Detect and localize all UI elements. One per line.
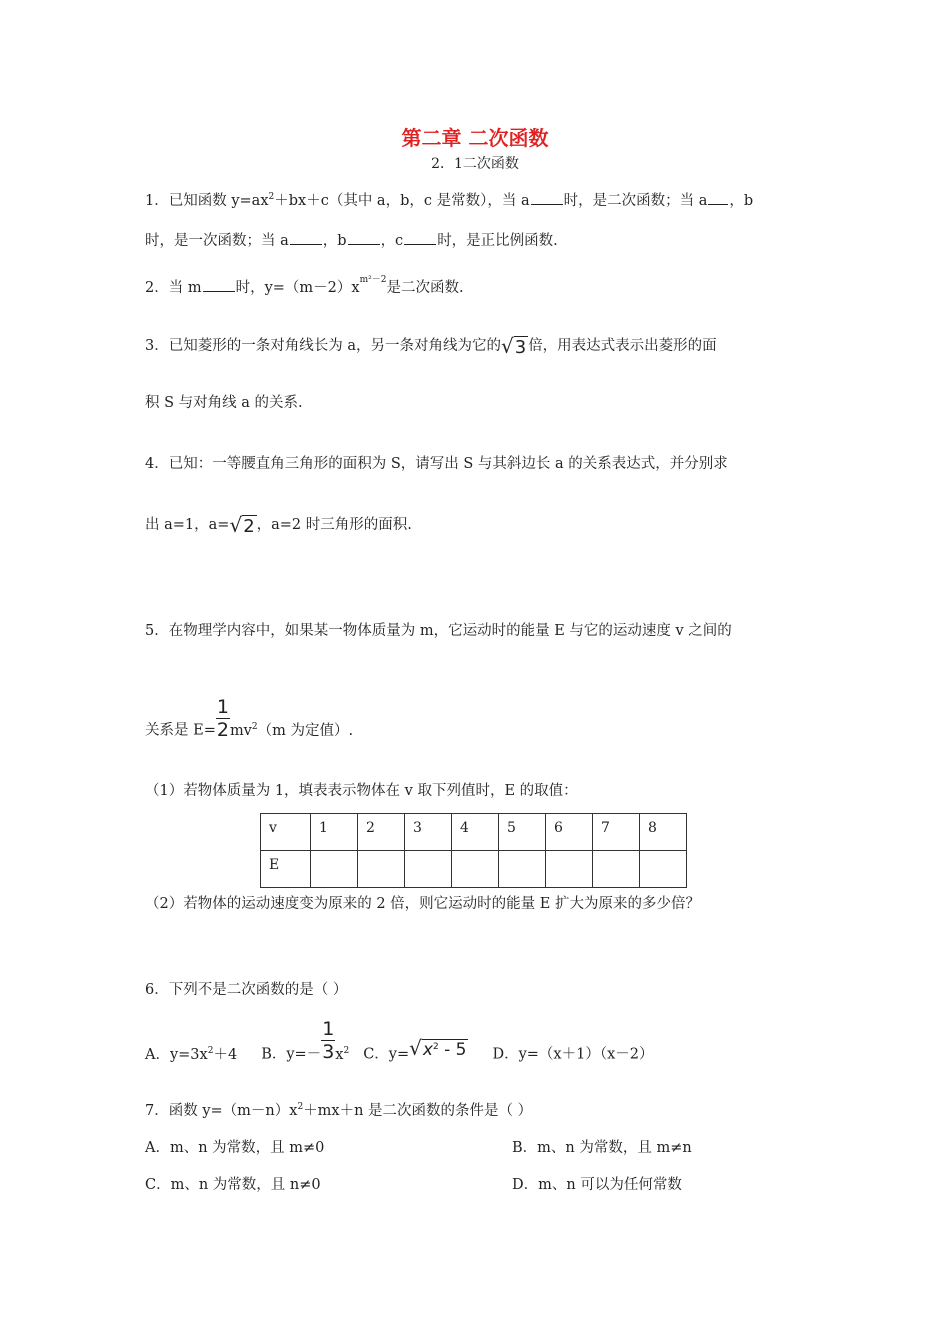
question-5-line-1: 5．在物理学内容中，如果某一物体质量为 m，它运动时的能量 E 与它的运动速度 v 之间的 <box>145 623 732 639</box>
table-cell: 3 <box>405 814 452 851</box>
table-cell <box>499 851 546 888</box>
table-cell <box>311 851 358 888</box>
sqrt-expression: √2 <box>229 513 255 537</box>
fraction-one-third: $\frac{1}{3}$ <box>322 1018 335 1063</box>
table-cell <box>358 851 405 888</box>
blank <box>531 189 563 205</box>
question-5-part-2: （2）若物体的运动速度变为原来的 2 倍，则它运动时的能量 E 扩大为原来的多少倍？ <box>145 896 700 912</box>
table-cell: 5 <box>499 814 546 851</box>
blank <box>404 229 436 245</box>
question-6-stem: 6．下列不是二次函数的是（ ） <box>145 982 348 998</box>
blank <box>708 189 728 205</box>
table-cell: v <box>261 814 311 851</box>
option-d: D．m、n 可以为任何常数 <box>512 1177 682 1193</box>
table-cell <box>593 851 640 888</box>
question-5-line-2: 关系是 E= $\frac{1}{2}$ $mv^2(m$ 为定值）. <box>145 696 354 741</box>
question-4-line-1: 4．已知：一等腰直角三角形的面积为 S，请写出 S 与其斜边长 a 的关系表达式，并分别求 <box>145 456 728 472</box>
v-e-table <box>260 813 687 888</box>
table-cell <box>452 851 499 888</box>
question-3-line-1: 3．已知菱形的一条对角线长为 a，另一条对角线为它的√3 倍，用表达式表示出菱形的面 <box>145 334 717 358</box>
table-cell <box>640 851 687 888</box>
table-cell: 7 <box>593 814 640 851</box>
table-cell: 8 <box>640 814 687 851</box>
blank <box>203 276 235 292</box>
question-3-line-2: 积 S 与对角线 a 的关系. <box>145 395 303 411</box>
option-d: D．y=（x＋1）（x－2） <box>492 1046 654 1063</box>
question-7-stem: 7．函数 $y=(m-n)x^2+mx+n$ 是二次函数的条件是（ ） <box>145 1102 533 1119</box>
table-cell <box>546 851 593 888</box>
section-subtitle: 2．1二次函数 <box>431 156 519 172</box>
table-cell: 6 <box>546 814 593 851</box>
question-2: 2．当 m 时，$y=(m-2)x^{m^2-2}$是二次函数. <box>145 275 464 296</box>
option-a: A．$y=3x^2+4$ <box>145 1045 238 1063</box>
chapter-title: 第二章 二次函数 <box>401 126 549 150</box>
blank <box>348 229 380 245</box>
table-row <box>261 814 687 851</box>
table-row <box>261 851 687 888</box>
fraction-one-half: $\frac{1}{2}$ <box>216 696 229 741</box>
table-cell: 2 <box>358 814 405 851</box>
blank <box>290 229 322 245</box>
question-1-line-1: 1．已知函数 $y=ax^2+bx+c$（其中 a，b，c 是常数），当 a 时，是二次函数；当 a ，b <box>145 189 753 211</box>
sqrt-expression: $√x^2 - 5$ <box>409 1035 467 1060</box>
sqrt-expression: √3 <box>500 334 527 358</box>
question-1-line-2: 时，是一次函数；当 a ，b ，c 时，是正比例函数. <box>145 229 558 251</box>
question-4-line-2: 出 a=1，a=√2 ，a=2 时三角形的面积. <box>145 513 412 537</box>
table-cell: 1 <box>311 814 358 851</box>
table-cell: 4 <box>452 814 499 851</box>
table-cell <box>405 851 452 888</box>
option-c: C．m、n 为常数，且 n≠0 <box>145 1177 321 1193</box>
question-5-part-1: （1）若物体质量为 1，填表表示物体在 v 取下列值时，E 的取值： <box>145 783 578 799</box>
option-a: A．m、n 为常数，且 m≠0 <box>145 1140 325 1156</box>
option-b: B．m、n 为常数，且 m≠n <box>512 1140 692 1156</box>
question-6-options: A．$y=3x^2+4$ B．y=－ $\frac{1}{3}$ $x^2$ C．$y=√x^2 - 5$ D．y=（x＋1）（x－2） <box>145 1018 654 1063</box>
table-cell: E <box>261 851 311 888</box>
